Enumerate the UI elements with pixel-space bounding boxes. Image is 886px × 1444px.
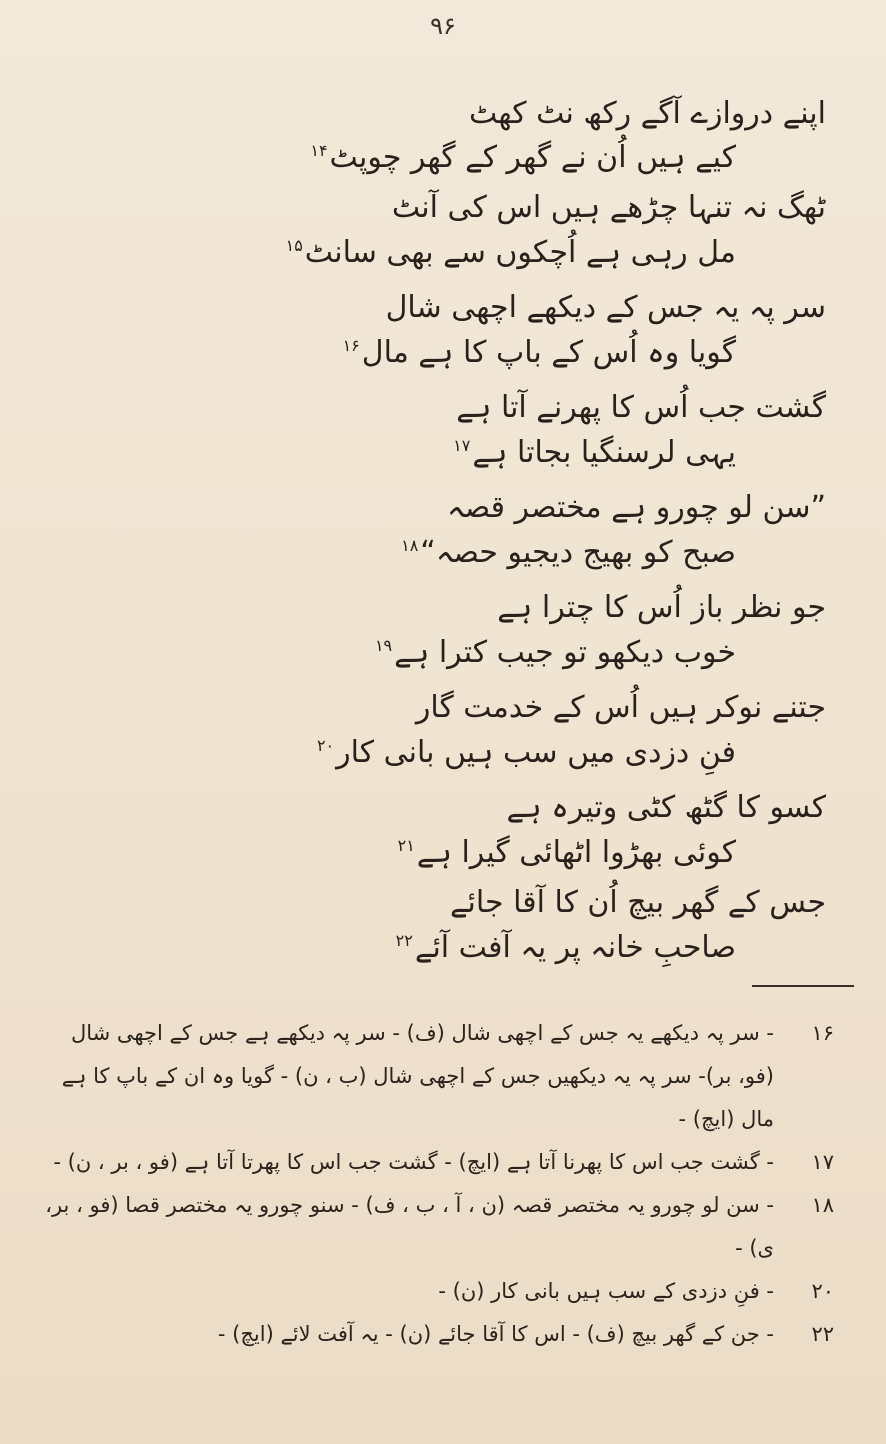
verse-line: خوب دیکھو تو جیب کترا ہے$^{۱۹}$ (374, 635, 736, 670)
footnote-text: - سر پہ دیکھے یہ جس کے اچھی شال (ف) - سر پہ دیکھے ہے جس کے اچھی شال (فو، بر)- سر پہ یہ دیکھیں جس کے اچھی شال (ب ، ن) - گویا وہ ان کے باپ کا ہے مال (ایچ) - (61, 1021, 774, 1131)
footnote (44, 1012, 834, 1141)
verse-line: جس کے گھر بیچ اُن کا آقا جائے (449, 885, 826, 920)
footnote-text: - گشت جب اس کا پھرنا آتا ہے (ایچ) - گشت جب اس کا پھرتا آتا ہے (فو ، بر ، ن) - (53, 1150, 774, 1174)
footnote (44, 1313, 834, 1356)
verse-line: سر پہ یہ جس کے دیکھے اچھی شال (385, 290, 826, 325)
footnote-marker: ۱۴ (310, 141, 328, 160)
footnote-marker: ۲۲ (395, 931, 413, 950)
footnotes (44, 1012, 834, 1356)
footnote (44, 1270, 834, 1313)
verse-line: یہی لرسنگیا بجاتا ہے$^{۱۷}$ (453, 435, 736, 470)
verse-line: جتنے نوکر ہیں اُس کے خدمت گار (415, 690, 826, 725)
verse-line: کیے ہیں اُن نے گھر کے گھر چوپٹ$^{۱۴}$ (310, 140, 736, 175)
footnote-text: - فنِ دزدی کے سب ہیں بانی کار (ن) - (438, 1279, 774, 1303)
verse-line: صبح کو بھیج دیجیو حصہ“$^{۱۸}$ (401, 535, 736, 570)
verse-line: اپنے دروازے آگے رکھ نٹ کھٹ (468, 96, 826, 131)
footnote-marker: ۲۰ (316, 736, 335, 755)
verse-line: ٹھگ نہ تنہا چڑھے ہیں اس کی آنٹ (391, 190, 826, 225)
footnote-marker: ۱۷ (453, 436, 471, 455)
page-number: ۹۶ (430, 12, 456, 40)
footnote-marker: ۱۶ (342, 336, 360, 355)
footnote-divider (752, 985, 854, 987)
verse-line: گشت جب اُس کا پھرنے آتا ہے (456, 390, 826, 425)
footnote-number: ۱۷ (811, 1150, 834, 1174)
footnote-number: ۲۰ (811, 1279, 834, 1303)
footnote-marker: ۲۱ (397, 836, 415, 855)
footnote-marker: ۱۵ (285, 236, 303, 255)
verse-line: جو نظر باز اُس کا چترا ہے (497, 590, 826, 625)
footnote (44, 1141, 834, 1184)
footnote-text: - سن لو چورو یہ مختصر قصہ (ن ، آ ، ب ، ف) - سنو چورو یہ مختصر قصا (فو ، بر، ی) - (45, 1193, 774, 1260)
verse-line: کوئی بھڑوا اٹھائی گیرا ہے$^{۲۱}$ (397, 835, 736, 870)
verse-line: صاحبِ خانہ پر یہ آفت آئے$^{۲۲}$ (395, 930, 736, 965)
verse-line: ”سن لو چورو ہے مختصر قصہ (447, 490, 826, 525)
footnote-number: ۲۲ (811, 1322, 834, 1346)
verse-line: گویا وہ اُس کے باپ کا ہے مال$^{۱۶}$ (342, 335, 736, 370)
footnote-text: - جن کے گھر بیچ (ف) - اس کا آقا جائے (ن) - یہ آفت لائے (ایچ) - (217, 1322, 774, 1346)
footnote-marker: ۱۹ (374, 636, 393, 655)
verse-line: مل رہی ہے اُچکوں سے بھی سانٹ$^{۱۵}$ (285, 235, 736, 270)
verse-line: فنِ دزدی میں سب ہیں بانی کار$^{۲۰}$ (316, 735, 736, 770)
footnote-marker: ۱۸ (401, 536, 419, 555)
footnote (44, 1184, 834, 1270)
footnote-number: ۱۶ (811, 1021, 834, 1045)
verse-line: کسو کا گٹھ کٹی وتیرہ ہے (506, 790, 826, 825)
footnote-number: ۱۸ (811, 1193, 834, 1217)
